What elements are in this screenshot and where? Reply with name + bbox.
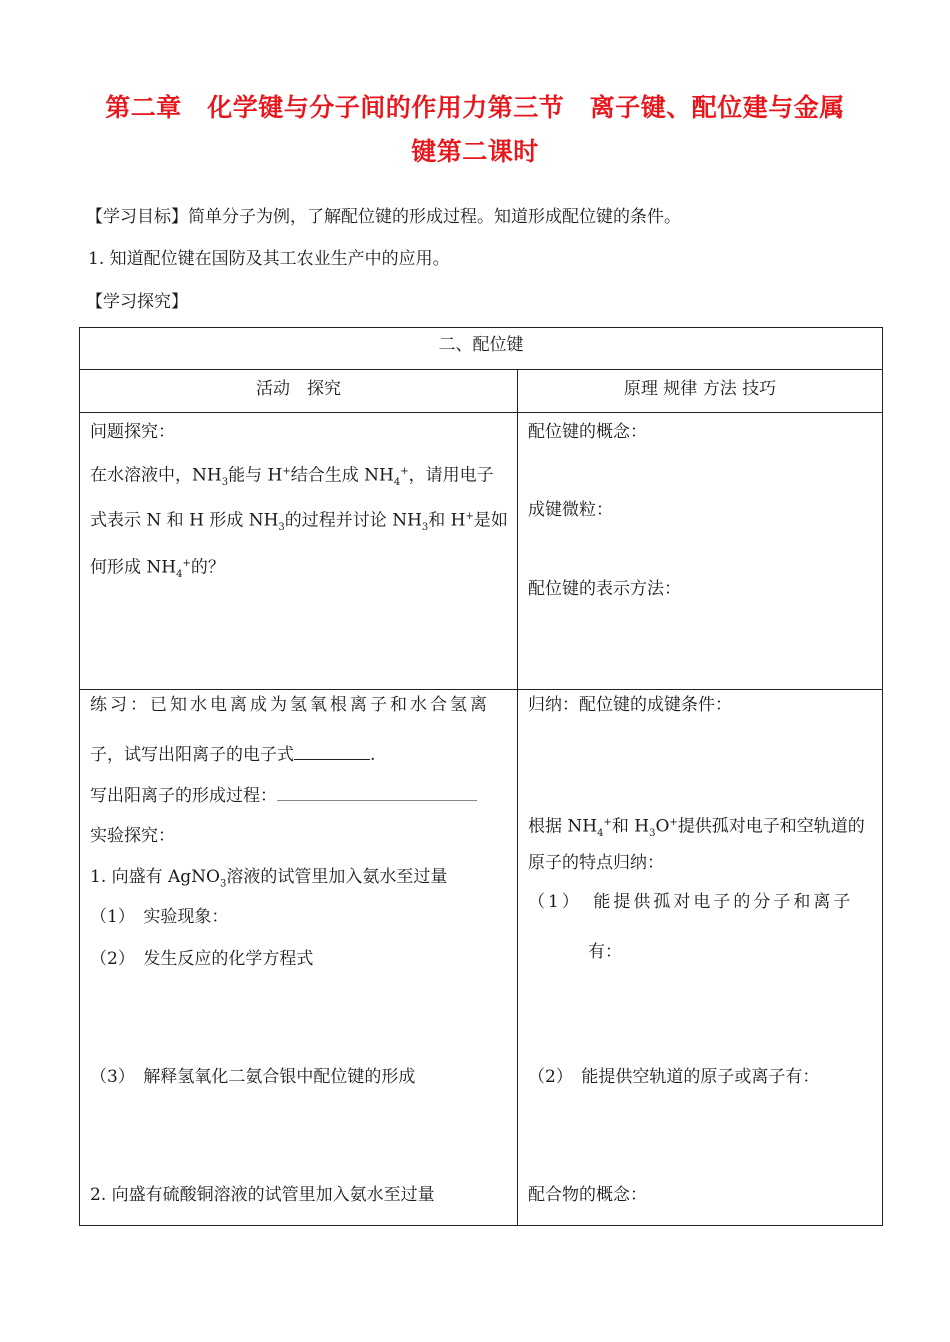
- explore-table: [79, 327, 883, 1226]
- experiment-1: 1. 向盛有 AgNO$_3$溶液的试管里加入氨水至过量: [90, 867, 448, 890]
- title-line-1: 第二章 化学键与分子间的作用力第三节 离子键、配位建与金属: [105, 93, 845, 122]
- learning-goal-text: 简单分子为例，了解配位键的形成过程。知道形成配位键的条件。: [188, 207, 681, 227]
- title-line-2: 键第二课时: [411, 137, 539, 166]
- section-title: 二、配位键: [438, 335, 524, 355]
- exercise-line-3: 写出阳离子的形成过程：: [90, 784, 477, 807]
- col-header-principle: 原理 规律 方法 技巧: [623, 379, 777, 399]
- document-title: [80, 86, 870, 174]
- goal-item-1: 1. 知道配位键在国防及其工农业生产中的应用。: [88, 249, 450, 269]
- row2-left-cell: [80, 690, 518, 1226]
- problem-line-2: 式表示 N 和 H 形成 $NH_3$的过程并讨论 $NH_3$和 H+是如: [90, 510, 508, 534]
- exercise-line-2: 子，试写出阳离子的电子式 .: [90, 745, 376, 765]
- col-header-activity: 活动 探究: [256, 379, 341, 399]
- row1-left-cell: [80, 413, 518, 690]
- empty-orbital-acceptors: （2） 能提供空轨道的原子或离子有：: [528, 1067, 820, 1087]
- formation-process-blank[interactable]: [277, 784, 477, 801]
- coordination-bond-concept: 配位键的概念：: [528, 422, 647, 442]
- representation-method: 配位键的表示方法：: [528, 579, 681, 599]
- learning-goal-label: 【学习目标】: [86, 207, 188, 227]
- problem-line-3: 何形成 $NH_4^+$的？: [90, 557, 225, 581]
- explore-label: 【学习探究】: [86, 292, 188, 312]
- summary-line-2: 原子的特点归纳：: [528, 853, 664, 873]
- summary-conditions: 归纳：配位键的成键条件：: [528, 695, 732, 715]
- experiment-1-explain: （3） 解释氢氧化二氨合银中配位键的形成: [90, 1067, 416, 1087]
- summary-line-1: 根据 $NH_4^+$和 $H_3O^+$提供孤对电子和空轨道的: [528, 816, 865, 840]
- problem-line-1: 在水溶液中，$NH_3$能与 H+结合生成 $NH_4^+$，请用电子: [90, 465, 494, 489]
- bonding-particles: 成键微粒：: [528, 500, 613, 520]
- col-header-left-cell: [80, 370, 518, 413]
- lone-pair-donors-cont: 有：: [588, 942, 622, 962]
- complex-concept: 配合物的概念：: [528, 1185, 647, 1205]
- col-header-right-cell: [518, 370, 883, 413]
- problem-label: 问题探究：: [90, 422, 175, 442]
- lone-pair-donors: （1） 能提供孤对电子的分子和离子: [528, 892, 854, 912]
- experiment-label: 实验探究：: [90, 826, 175, 846]
- electron-formula-blank[interactable]: [294, 743, 370, 760]
- row2-right-cell: [518, 690, 883, 1226]
- experiment-2: 2. 向盛有硫酸铜溶液的试管里加入氨水至过量: [90, 1185, 435, 1205]
- learning-goal: [86, 206, 681, 228]
- section-title-cell: [80, 328, 883, 370]
- row1-right-cell: [518, 413, 883, 690]
- experiment-1-equation: （2） 发生反应的化学方程式: [90, 949, 314, 969]
- experiment-1-phenomenon: （1） 实验现象：: [90, 907, 229, 927]
- exercise-line-1: 练习：已知水电离成为氢氧根离子和水合氢离: [90, 695, 490, 715]
